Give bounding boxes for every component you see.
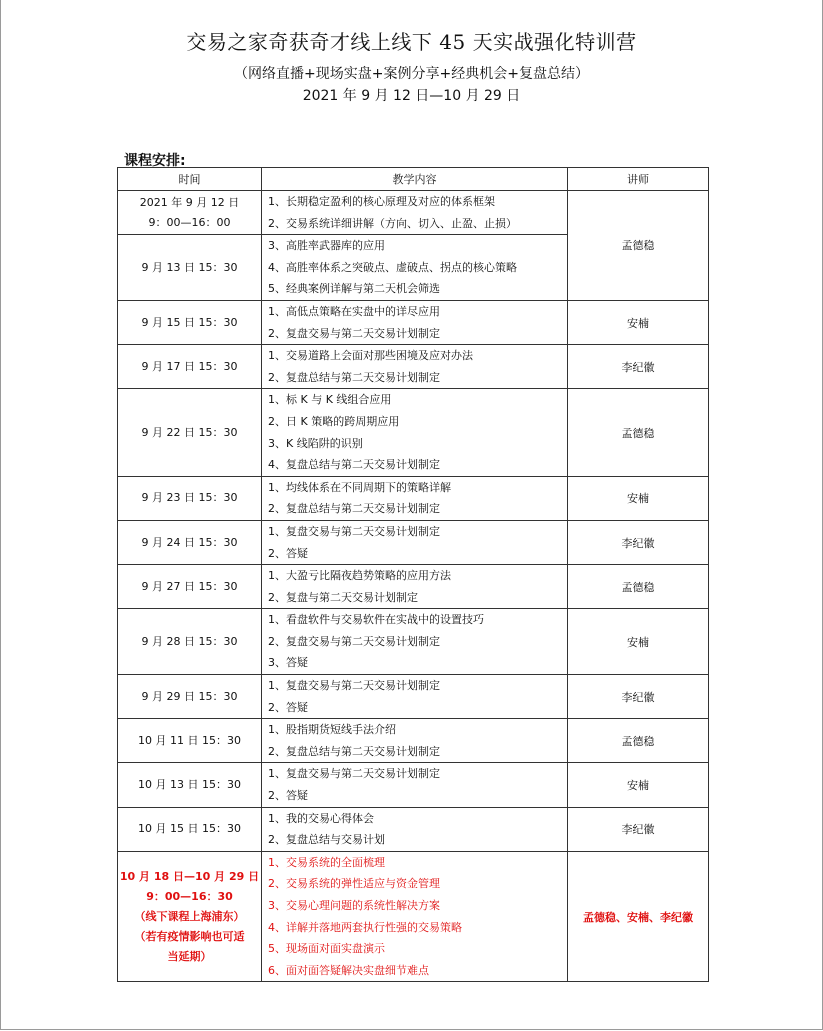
- table-row: [118, 609, 709, 675]
- content-item: 2、复盘总结与交易计划: [268, 833, 385, 847]
- content-item: 1、高低点策略在实盘中的详尽应用: [268, 304, 440, 318]
- time-cell: [118, 609, 262, 675]
- time-text: 9：00—16：30: [146, 889, 233, 903]
- content-item: 3、交易心理问题的系统性解决方案: [268, 899, 440, 912]
- content-item: 2、日 K 策略的跨周期应用: [268, 414, 400, 428]
- content-cell: [262, 807, 568, 851]
- table-row: [118, 476, 709, 520]
- content-cell: [262, 609, 568, 675]
- time-cell: [118, 389, 262, 476]
- time-cell: [118, 807, 262, 851]
- content-item: 1、交易系统的全面梳理: [268, 855, 385, 869]
- time-text: 9 月 15 日 15：30: [141, 315, 238, 329]
- time-cell: [118, 851, 262, 982]
- table-row: [118, 763, 709, 807]
- content-item: 2、答疑: [268, 546, 308, 560]
- content-item: 1、复盘交易与第二天交易计划制定: [268, 767, 440, 781]
- content-item: 3、高胜率武器库的应用: [268, 239, 385, 253]
- content-item: 2、交易系统的弹性适应与资金管理: [268, 877, 440, 891]
- teacher-cell: 李纪徽: [568, 807, 709, 851]
- content-item: 2、复盘总结与第二天交易计划制定: [268, 744, 440, 758]
- time-text: 9 月 17 日 15：30: [141, 359, 238, 373]
- content-cell: [262, 763, 568, 807]
- time-text: 9 月 23 日 15：30: [141, 491, 238, 505]
- content-item: 6、面对面答疑解决实盘细节难点: [268, 963, 429, 977]
- content-item: 4、复盘总结与第二天交易计划制定: [268, 458, 440, 472]
- content-cell: [262, 675, 568, 719]
- teacher-cell: 李纪徽: [568, 345, 709, 389]
- content-item: 3、答疑: [268, 656, 308, 670]
- table-row: [118, 565, 709, 609]
- content-item: 2、复盘交易与第二天交易计划制定: [268, 326, 440, 340]
- time-text: 9 月 24 日 15：30: [141, 535, 238, 549]
- time-cell: [118, 763, 262, 807]
- time-text: 2021 年 9 月 12 日: [139, 195, 240, 209]
- content-item: 1、交易道路上会面对那些困境及应对办法: [268, 349, 473, 363]
- header-row: [118, 168, 709, 191]
- document-title: 交易之家奇获奇才线上线下 45 天实战强化特训营: [186, 30, 637, 54]
- time-cell: [118, 565, 262, 609]
- content-item: 2、复盘与第二天交易计划制定: [268, 590, 418, 604]
- teacher-cell: 孟德稳: [568, 389, 709, 476]
- content-cell: [262, 520, 568, 564]
- content-item: 1、看盘软件与交易软件在实战中的设置技巧: [268, 613, 484, 627]
- time-cell: [118, 476, 262, 520]
- teacher-cell: 安楠: [568, 763, 709, 807]
- teacher-cell: 孟德稳: [568, 719, 709, 763]
- time-text: 10 月 15 日 15：30: [138, 822, 241, 836]
- table-row: [118, 807, 709, 851]
- content-item: 1、大盈亏比隔夜趋势策略的应用方法: [268, 569, 451, 583]
- content-item: 3、K 线陷阱的识别: [268, 436, 363, 450]
- time-text: 9 月 29 日 15：30: [141, 689, 238, 703]
- time-text: 9 月 22 日 15：30: [141, 425, 238, 439]
- teacher-cell: 孟德稳: [568, 565, 709, 609]
- content-cell: [262, 565, 568, 609]
- header-content: 教学内容: [262, 168, 568, 191]
- content-cell: [262, 345, 568, 389]
- content-item: 2、答疑: [268, 700, 308, 714]
- document-subtitle: （网络直播+现场实盘+案例分享+经典机会+复盘总结）: [234, 66, 589, 82]
- table-row: [118, 191, 709, 235]
- content-item: 1、标 K 与 K 线组合应用: [268, 393, 392, 407]
- table-row: [118, 675, 709, 719]
- content-item: 1、股指期货短线手法介绍: [268, 723, 396, 737]
- time-cell: [118, 191, 262, 235]
- teacher-cell: 孟德稳: [568, 191, 709, 301]
- time-text: （若有疫情影响也可适: [134, 929, 245, 943]
- content-cell: [262, 389, 568, 476]
- schedule-table: [117, 167, 709, 982]
- content-item: 1、复盘交易与第二天交易计划制定: [268, 524, 440, 538]
- table-row: [118, 520, 709, 564]
- content-item: 5、现场面对面实盘演示: [268, 942, 385, 956]
- teacher-cell: 安楠: [568, 609, 709, 675]
- section-label: 课程安排:: [124, 153, 186, 169]
- content-item: 1、复盘交易与第二天交易计划制定: [268, 679, 440, 693]
- table-row: [118, 389, 709, 476]
- time-text: 当延期）: [167, 949, 212, 963]
- time-text: 9 月 27 日 15：30: [141, 579, 238, 593]
- teacher-cell: 李纪徽: [568, 520, 709, 564]
- teacher-cell: 安楠: [568, 300, 709, 344]
- content-item: 5、经典案例详解与第二天机会筛选: [268, 282, 440, 296]
- content-item: 1、我的交易心得体会: [268, 811, 374, 825]
- time-text: 10 月 18 日—10 月 29 日: [119, 869, 260, 883]
- time-cell: [118, 719, 262, 763]
- content-cell: [262, 300, 568, 344]
- content-item: 4、高胜率体系之突破点、虚破点、拐点的核心策略: [268, 260, 517, 274]
- date-range: 2021 年 9 月 12 日—10 月 29 日: [302, 88, 521, 104]
- time-text: 10 月 11 日 15：30: [138, 733, 241, 747]
- content-item: 2、复盘总结与第二天交易计划制定: [268, 370, 440, 384]
- table-row: [118, 719, 709, 763]
- time-cell: [118, 675, 262, 719]
- schedule-body: [118, 191, 709, 982]
- content-item: 1、均线体系在不同周期下的策略详解: [268, 480, 451, 494]
- content-cell: [262, 191, 568, 235]
- time-text: 9：00—16：00: [148, 215, 231, 229]
- content-item: 4、详解并落地两套执行性强的交易策略: [268, 920, 462, 934]
- content-item: 2、复盘交易与第二天交易计划制定: [268, 634, 440, 648]
- header-teacher: 讲师: [568, 168, 709, 191]
- time-text: 10 月 13 日 15：30: [138, 778, 241, 792]
- time-cell: [118, 345, 262, 389]
- content-item: 1、长期稳定盈利的核心原理及对应的体系框架: [268, 195, 495, 208]
- content-item: 2、答疑: [268, 789, 308, 803]
- teacher-cell: 安楠: [568, 476, 709, 520]
- table-row: [118, 851, 709, 982]
- header-time: 时间: [118, 168, 262, 191]
- content-cell: [262, 851, 568, 982]
- table-row: [118, 300, 709, 344]
- content-item: 2、复盘总结与第二天交易计划制定: [268, 502, 440, 516]
- time-text: 9 月 13 日 15：30: [141, 260, 238, 274]
- content-cell: [262, 719, 568, 763]
- time-text: （线下课程上海浦东）: [134, 909, 245, 923]
- teacher-cell: 李纪徽: [568, 675, 709, 719]
- teacher-cell: 孟德稳、安楠、李纪徽: [568, 851, 709, 982]
- time-cell: [118, 235, 262, 301]
- content-item: 2、交易系统详细讲解（方向、切入、止盈、止损）: [268, 216, 517, 230]
- content-cell: [262, 235, 568, 301]
- table-row: [118, 345, 709, 389]
- content-cell: [262, 476, 568, 520]
- time-cell: [118, 300, 262, 344]
- time-text: 9 月 28 日 15：30: [141, 634, 238, 648]
- time-cell: [118, 520, 262, 564]
